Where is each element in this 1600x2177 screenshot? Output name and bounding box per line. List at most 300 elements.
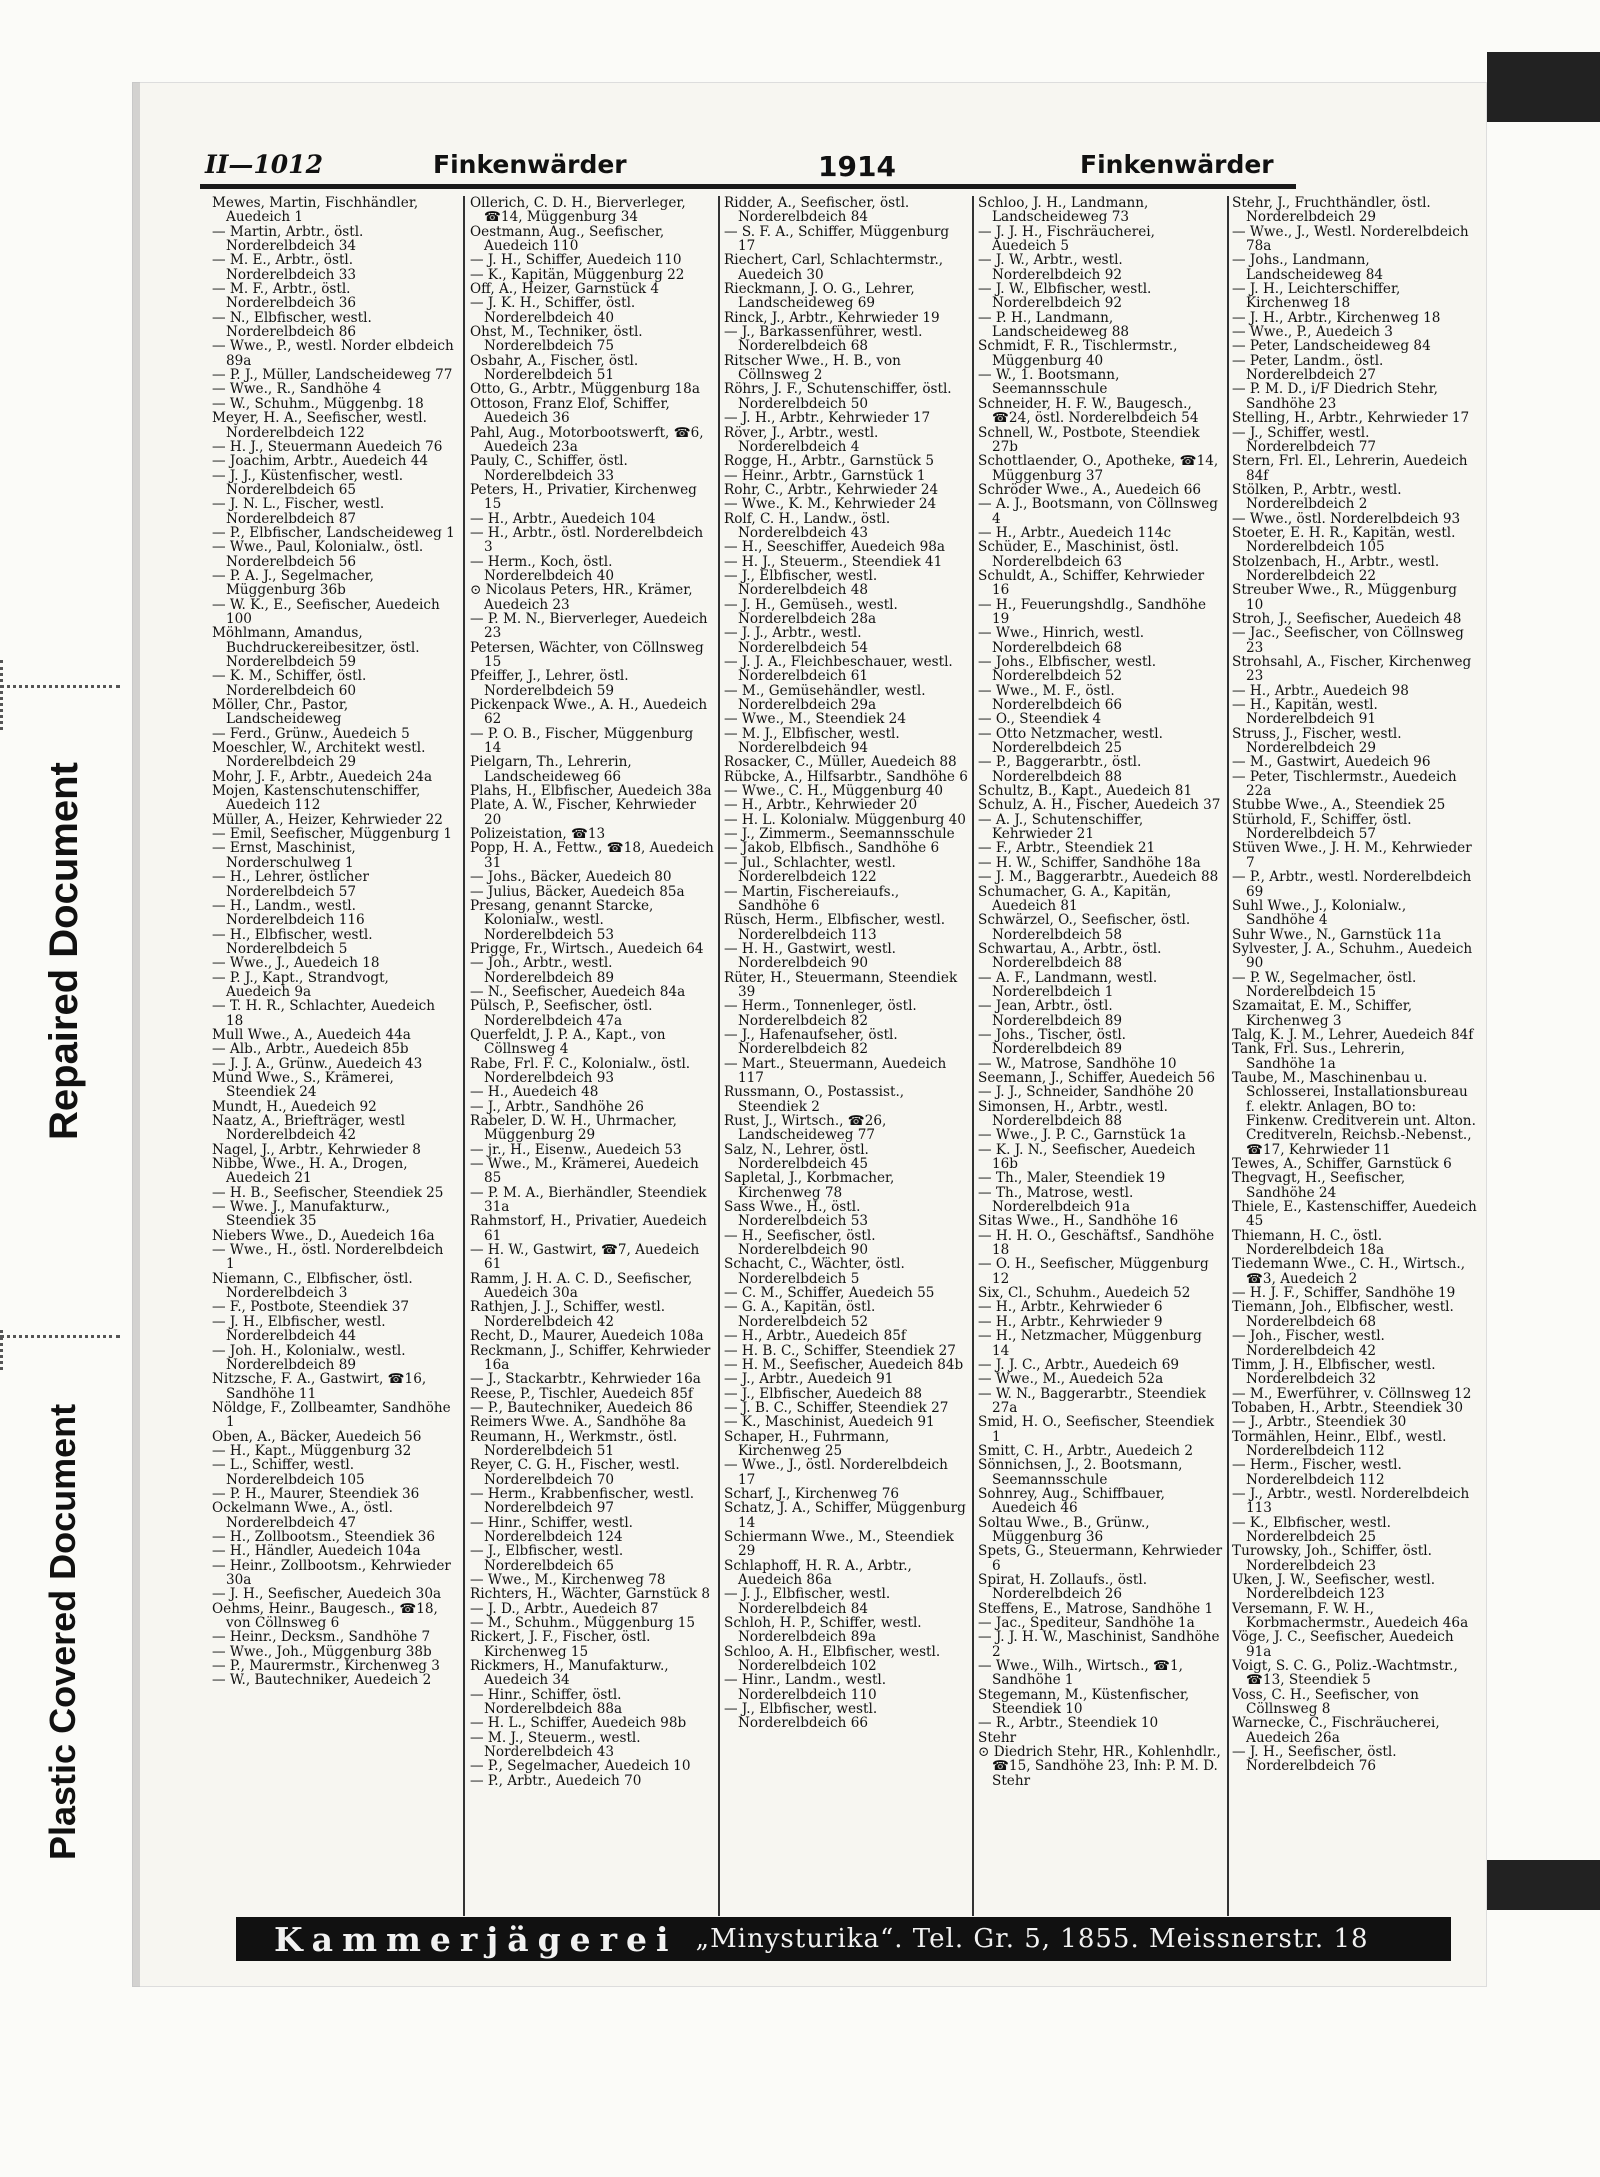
directory-entry: — Johs., Elbfischer, westl. Norderelbdeich 52: [978, 654, 1157, 685]
directory-entry: — Th., Maler, Steendiek 19: [978, 1170, 1166, 1187]
directory-entry: — J., Barkassenführer, westl. Norderelbdeich 68: [724, 324, 923, 355]
directory-entry: Ritscher Wwe., H. B., von Cöllnsweg 2: [724, 352, 901, 384]
directory-entry: Reckmann, J., Schiffer, Kehrwieder 16a: [470, 1342, 711, 1373]
directory-entry: — K., Kapitän, Müggenburg 22: [470, 266, 685, 283]
dotted-divider: [0, 660, 3, 730]
directory-entry: Stubbe Wwe., A., Steendiek 25: [1232, 797, 1446, 814]
directory-entry: Möller, Chr., Pastor, Landscheideweg: [212, 697, 349, 728]
directory-entry: — J. J. A., Fleichbeschauer, westl. Norderelbdeich 61: [724, 654, 953, 685]
directory-entry: — N., Seefischer, Auedeich 84a: [470, 983, 686, 1000]
directory-entry: Stölken, P., Arbtr., westl. Norderelbdeich 2: [1232, 481, 1402, 513]
directory-entry: Schmidt, F. R., Tischlermstr., Müggenburg 40: [978, 338, 1178, 369]
directory-entry: — Martin, Arbtr., östl. Norderelbdeich 34: [212, 223, 364, 255]
directory-entry: — Wwe., M., Kirchenweg 78: [470, 1572, 666, 1588]
directory-entry: — J. J., Küstenfischer, westl. Norderelbdeich 65: [212, 467, 404, 498]
directory-entry: — Ernst, Maschinist, Norderschulweg 1: [212, 840, 356, 871]
directory-entry: Pfeiffer, J., Lehrer, östl. Norderelbdeich 59: [470, 668, 629, 699]
directory-entry: — Peter, Landm., östl. Norderelbdeich 27: [1232, 352, 1384, 384]
directory-entry: Röhrs, J. F., Schutenschiffer, östl. Norderelbdeich 50: [724, 381, 952, 412]
directory-entry: Mull Wwe., A., Auedeich 44a: [212, 1026, 411, 1043]
directory-entry: — H. H., Gastwirt, westl. Norderelbdeich 90: [724, 940, 897, 972]
directory-column-4: [978, 196, 1223, 1911]
directory-entry: — A. J., Bootsmann, von Cöllnsweg 4: [978, 496, 1219, 527]
directory-entry: Reyer, C. G. H., Fischer, westl. Norderelbdeich 70: [470, 1457, 680, 1488]
directory-entry: Voigt, S. C. G., Poliz.-Wachtmstr., ☎13, Steendiek 5: [1232, 1658, 1458, 1689]
directory-entry: Szamaitat, E. M., Schiffer, Kirchenweg 3: [1232, 998, 1413, 1029]
directory-entry: Popp, H. A., Fettw., ☎18, Auedeich 31: [470, 840, 714, 871]
directory-entry: — Jac., Seefischer, von Cöllnsweg 23: [1232, 625, 1464, 656]
directory-entry: — R., Arbtr., Steendiek 10: [978, 1715, 1159, 1732]
directory-entry: Mewes, Martin, Fischhändler, Auedeich 1: [212, 196, 419, 226]
directory-entry: — Martin, Fischereiaufs., Sandhöhe 6: [724, 883, 900, 914]
directory-entry: — H., Feuerungshdlg., Sandhöhe 19: [978, 596, 1207, 627]
directory-entry: Tiemann, Joh., Elbfischer, westl. Norderelbdeich 68: [1232, 1299, 1454, 1330]
directory-entry: Off, A., Heizer, Garnstück 4: [470, 281, 660, 298]
directory-entry: — H., Arbtr., östl. Norderelbdeich 3: [470, 524, 704, 556]
directory-entry: — H. B., Seefischer, Steendiek 25: [212, 1184, 444, 1201]
directory-entry: — Jac., Spediteur, Sandhöhe 1a: [978, 1615, 1195, 1632]
directory-entry: Stürhold, F., Schiffer, östl. Norderelbdeich 57: [1232, 811, 1412, 843]
directory-entry: — Julius, Bäcker, Auedeich 85a: [470, 883, 685, 900]
directory-entry: Struss, J., Fischer, westl. Norderelbdeich 29: [1232, 725, 1402, 757]
directory-entry: Uken, J. W., Seefischer, westl. Norderelbdeich 123: [1232, 1572, 1436, 1603]
directory-entry: — Johs., Landmann, Landscheideweg 84: [1232, 252, 1384, 283]
directory-entry: — Jakob, Elbfisch., Sandhöhe 6: [724, 840, 940, 857]
directory-entry: Ottoson, Franz Elof, Schiffer, Auedeich 36: [470, 395, 670, 427]
directory-entry: — H., Seefischer, östl. Norderelbdeich 90: [724, 1227, 876, 1259]
directory-entry: Thegvagt, H., Seefischer, Sandhöhe 24: [1232, 1170, 1406, 1201]
directory-entry: — Herm., Fischer, westl. Norderelbdeich 112: [1232, 1457, 1402, 1488]
directory-entry: — F., Arbtr., Steendiek 21: [978, 840, 1156, 857]
directory-entry: — P., Baggerarbtr., östl. Norderelbdeich 88: [978, 754, 1142, 785]
directory-entry: Rogge, H., Arbtr., Garnstück 5: [724, 453, 935, 470]
directory-entry: Meyer, H. A., Seefischer, westl. Norderelbdeich 122: [212, 410, 427, 441]
directory-entry: Oehms, Heinr., Baugesch., ☎18, von Cöllnsweg 6: [212, 1600, 438, 1632]
directory-entry: Tank, Frl. Sus., Lehrerin, Sandhöhe 1a: [1232, 1041, 1405, 1072]
directory-entry: Querfeldt, J. P. A., Kapt., von Cöllnsweg 4: [470, 1026, 666, 1058]
directory-entry: Recht, D., Maurer, Auedeich 108a: [470, 1328, 704, 1345]
directory-entry: — H., Zollbootsm., Steendiek 36: [212, 1528, 435, 1545]
directory-entry: Warnecke, C., Fischräucherei, Auedeich 26a: [1232, 1715, 1440, 1746]
directory-entry: — P. J., Kapt., Strandvogt, Auedeich 9a: [212, 969, 389, 1000]
directory-entry: — J. J. H., Fischräucherei, Auedeich 5: [978, 223, 1155, 255]
directory-entry: Simonsen, H., Arbtr., westl. Norderelbdeich 88: [978, 1098, 1168, 1129]
directory-entry: — P. O. B., Fischer, Müggenburg 14: [470, 725, 694, 757]
directory-entry: — H. J. F., Schiffer, Sandhöhe 19: [1232, 1285, 1456, 1302]
directory-entry: — Wwe., J., Auedeich 18: [212, 955, 380, 972]
directory-entry: Niebers Wwe., D., Auedeich 16a: [212, 1227, 435, 1244]
directory-entry: ⊙ Diedrich Stehr, HR., Kohlenhdlr., ☎15, Sandhöhe 23, Inh: P. M. D. Stehr: [978, 1744, 1221, 1789]
directory-entry: — M. J., Elbfischer, westl. Norderelbdeich 94: [724, 725, 900, 757]
directory-entry: — J. J., Elbfischer, westl. Norderelbdeich 84: [724, 1586, 891, 1617]
directory-entry: Schulz, A. H., Fischer, Auedeich 37: [978, 797, 1221, 814]
ad-details: „Minysturika“. Tel. Gr. 5, 1855. Meissnerstr. 18: [695, 1924, 1369, 1954]
side-label-plastic: Plastic Covered Document: [42, 1403, 83, 1860]
page-number: II—1012: [205, 150, 323, 179]
directory-entry: Nitzsche, F. A., Gastwirt, ☎16, Sandhöhe 11: [212, 1371, 427, 1402]
directory-entry: — P., Bautechniker, Auedeich 86: [470, 1399, 693, 1416]
directory-entry: Steffens, E., Matrose, Sandhöhe 1: [978, 1600, 1214, 1617]
directory-entry: Schneider, H. F. W., Baugesch., ☎24, östl. Norderelbdeich 54: [978, 395, 1199, 427]
directory-entry: Mohr, J. F., Arbtr., Auedeich 24a: [212, 768, 433, 785]
directory-entry: Schatz, J. A., Schiffer, Müggenburg 14: [724, 1500, 966, 1531]
directory-entry: Rahmstorf, H., Privatier, Auedeich 61: [470, 1213, 707, 1244]
directory-entry: Timm, J. H., Elbfischer, westl. Norderelbdeich 32: [1232, 1356, 1436, 1388]
directory-entry: Stegemann, M., Küstenfischer, Steendiek 10: [978, 1686, 1190, 1718]
directory-entry: — J. J., Arbtr., westl. Norderelbdeich 54: [724, 625, 868, 656]
directory-entry: — H., Arbtr., Auedeich 98: [1232, 682, 1409, 699]
directory-entry: — J. H., Arbtr., Kehrwieder 17: [724, 410, 931, 427]
directory-entry: — Wwe., J., Westl. Norderelbdeich 78a: [1232, 223, 1469, 255]
directory-entry: Sapletal, J., Korbmacher, Kirchenweg 78: [724, 1170, 895, 1201]
directory-entry: Schlaphoff, H. R. A., Arbtr., Auedeich 86a: [724, 1557, 912, 1588]
directory-entry: — Wwe., H., östl. Norderelbdeich 1: [212, 1242, 444, 1273]
directory-entry: — H., Arbtr., Auedeich 104: [470, 510, 656, 527]
directory-entry: — P. M. N., Bierverleger, Auedeich 23: [470, 610, 708, 642]
directory-entry: Peters, H., Privatier, Kirchenweg 15: [470, 481, 697, 513]
directory-entry: — Wwe., C. H., Müggenburg 40: [724, 783, 944, 800]
directory-entry: — Wwe., R., Sandhöhe 4: [212, 381, 382, 398]
directory-entry: Müller, A., Heizer, Kehrwieder 22: [212, 811, 443, 828]
directory-entry: — M. F., Arbtr., östl. Norderelbdeich 36: [212, 281, 356, 312]
directory-entry: Schottlaender, O., Apotheke, ☎14, Müggenburg 37: [978, 453, 1219, 484]
directory-entry: — K. J. N., Seefischer, Auedeich 16b: [978, 1141, 1196, 1173]
directory-entry: Schloh, H. P., Schiffer, westl. Norderelbdeich 89a: [724, 1615, 922, 1646]
directory-entry: — N., Elbfischer, westl. Norderelbdeich 86: [212, 309, 372, 341]
directory-entry: Richters, H., Wächter, Garnstück 8: [470, 1586, 711, 1603]
directory-entry: Pickenpack Wwe., A. H., Auedeich 62: [470, 697, 708, 728]
directory-entry: Stern, Frl. El., Lehrerin, Auedeich 84f: [1232, 453, 1468, 484]
directory-entry: Ohst, M., Techniker, östl. Norderelbdeich 75: [470, 324, 643, 355]
directory-entry: Rickert, J. F., Fischer, östl. Kirchenweg 15: [470, 1629, 651, 1660]
directory-entry: Salz, N., Lehrer, östl. Norderelbdeich 45: [724, 1141, 869, 1173]
directory-entry: Tewes, A., Schiffer, Garnstück 6: [1232, 1156, 1452, 1173]
directory-column-1: [212, 196, 456, 1911]
directory-entry: Pülsch, P., Seefischer, östl. Norderelbdeich 47a: [470, 998, 653, 1029]
directory-entry: — Jean, Arbtr., östl. Norderelbdeich 89: [978, 998, 1122, 1029]
directory-entry: Rathjen, J. J., Schiffer, westl. Norderelbdeich 42: [470, 1299, 666, 1330]
directory-entry: Rüsch, Herm., Elbfischer, westl. Norderelbdeich 113: [724, 912, 946, 943]
directory-entry: — Herm., Tonnenleger, östl. Norderelbdeich 82: [724, 998, 917, 1029]
directory-entry: — Wwe., Paul, Kolonialw., östl. Norderelbdeich 56: [212, 539, 424, 570]
directory-entry: Stehr: [978, 1729, 1017, 1746]
directory-entry: Rabe, Frl. F. C., Kolonialw., östl. Norderelbdeich 93: [470, 1055, 691, 1086]
directory-entry: — J. H., Elbfischer, westl. Norderelbdeich 44: [212, 1313, 386, 1345]
directory-entry: Sitas Wwe., H., Sandhöhe 16: [978, 1213, 1179, 1230]
directory-entry: ⊙ Nicolaus Peters, HR., Krämer, Auedeich 23: [470, 582, 693, 613]
directory-entry: — Wwe., M., Auedeich 52a: [978, 1371, 1164, 1388]
directory-entry: — Jul., Schlachter, westl. Norderelbdeich 122: [724, 854, 896, 886]
directory-column-5: [1232, 196, 1477, 1911]
directory-entry: — Wwe., P., Auedeich 3: [1232, 324, 1393, 341]
directory-entry: Tiedemann Wwe., C. H., Wirtsch., ☎3, Auedeich 2: [1232, 1256, 1466, 1287]
directory-entry: — Hinr., Landm., westl. Norderelbdeich 110: [724, 1672, 887, 1703]
directory-entry: Tobaben, H., Arbtr., Steendiek 30: [1232, 1399, 1463, 1416]
directory-entry: Thiele, E., Kastenschiffer, Auedeich 45: [1232, 1199, 1477, 1230]
directory-entry: — H. L., Schiffer, Auedeich 98b: [470, 1715, 687, 1732]
directory-entry: — Wwe., J., östl. Norderelbdeich 17: [724, 1457, 948, 1488]
directory-entry: Moeschler, W., Architekt westl. Norderelbdeich 29: [212, 740, 426, 771]
directory-entry: — H., Arbtr., Kehrwieder 6: [978, 1299, 1163, 1316]
directory-entry: — J. N. L., Fischer, westl. Norderelbdeich 87: [212, 496, 385, 527]
directory-entry: Naatz, A., Briefträger, westl Norderelbdeich 42: [212, 1113, 405, 1144]
directory-entry: — J. H., Schiffer, Auedeich 110: [470, 252, 682, 269]
directory-column-3: [724, 196, 968, 1911]
directory-entry: — J., Arbtr., Auedeich 91: [724, 1371, 894, 1388]
directory-entry: — Hinr., Schiffer, östl. Norderelbdeich 88a: [470, 1686, 623, 1718]
footer-advertisement: [236, 1917, 1451, 1961]
corner-mark-bottom-right: [1487, 1860, 1600, 1910]
directory-entry: Polizeistation, ☎13: [470, 826, 606, 843]
directory-entry: — J., Hafenaufseher, östl. Norderelbdeich 82: [724, 1026, 898, 1058]
directory-entry: Oben, A., Bäcker, Auedeich 56: [212, 1428, 422, 1445]
directory-entry: — Wwe., K. M., Kehrwieder 24: [724, 496, 937, 513]
directory-entry: — H., Kapitän, westl. Norderelbdeich 91: [1232, 697, 1378, 728]
directory-entry: — J., Zimmerm., Seemannsschule: [724, 826, 955, 843]
directory-entry: — P. H., Landmann, Landscheideweg 88: [978, 309, 1130, 341]
directory-entry: Ramm, J. H. A. C. D., Seefischer, Auedeich 30a: [470, 1270, 693, 1302]
directory-entry: — H., Kapt., Müggenburg 32: [212, 1442, 412, 1459]
directory-entry: — Peter, Landscheideweg 84: [1232, 338, 1431, 355]
directory-entry: Schuldt, A., Schiffer, Kehrwieder 16: [978, 567, 1205, 599]
directory-entry: Schüder, E., Maschinist, östl. Norderelbdeich 63: [978, 539, 1179, 570]
directory-entry: Möhlmann, Amandus, Buchdruckereibesitzer, östl. Norderelbdeich 59: [212, 625, 420, 670]
directory-entry: — Joh., Arbtr., westl. Norderelbdeich 89: [470, 955, 614, 986]
directory-entry: Riechert, Carl, Schlachtermstr., Auedeich 30: [724, 252, 944, 283]
directory-entry: Schacht, C., Wächter, östl. Norderelbdeich 5: [724, 1256, 905, 1287]
directory-entry: Stolzenbach, H., Arbtr., westl. Norderelbdeich 22: [1232, 553, 1440, 584]
directory-entry: Plahs, H., Elbfischer, Auedeich 38a: [470, 783, 712, 800]
directory-entry: — L., Schiffer, westl. Norderelbdeich 105: [212, 1457, 365, 1488]
directory-entry: — J. H., Leichterschiffer, Kirchenweg 18: [1232, 281, 1401, 312]
directory-entry: Schloo, A. H., Elbfischer, westl. Norderelbdeich 102: [724, 1643, 941, 1675]
directory-entry: — jr., H., Eisenw., Auedeich 53: [470, 1141, 682, 1158]
directory-entry: — M. E., Arbtr., östl. Norderelbdeich 33: [212, 252, 356, 283]
directory-entry: — Peter, Tischlermstr., Auedeich 22a: [1232, 768, 1457, 800]
directory-entry: — P. H., Maurer, Steendiek 36: [212, 1485, 420, 1502]
directory-entry: Schloo, J. H., Landmann, Landscheideweg 73: [978, 196, 1149, 226]
directory-entry: Schaper, H., Fuhrmann, Kirchenweg 25: [724, 1428, 890, 1459]
directory-entry: — J. J. C., Arbtr., Auedeich 69: [978, 1356, 1180, 1373]
directory-entry: Nibbe, Wwe., H. A., Drogen, Auedeich 21: [212, 1156, 408, 1187]
directory-entry: — M., Gemüsehändler, westl. Norderelbdeich 29a: [724, 682, 926, 714]
directory-entry: Pielgarn, Th., Lehrerin, Landscheideweg 66: [470, 754, 632, 785]
directory-entry: Spirat, H. Zollaufs., östl. Norderelbdeich 26: [978, 1572, 1148, 1603]
directory-entry: — K., Maschinist, Auedeich 91: [724, 1414, 935, 1431]
side-label-repaired: Repaired Document: [42, 762, 86, 1140]
directory-entry: Rohr, C., Arbtr., Kehrwieder 24: [724, 481, 939, 498]
directory-entry: — O., Steendiek 4: [978, 711, 1102, 728]
directory-entry: Russmann, O., Postassist., Steendiek 2: [724, 1084, 905, 1115]
directory-entry: Seemann, J., Schiffer, Auedeich 56: [978, 1069, 1215, 1086]
directory-entry: — H. W., Schiffer, Sandhöhe 18a: [978, 854, 1201, 871]
directory-entry: — W., Bautechniker, Auedeich 2: [212, 1672, 432, 1689]
directory-entry: Schiermann Wwe., M., Steendiek 29: [724, 1528, 954, 1560]
directory-entry: — H. H. O., Geschäftsf., Sandhöhe 18: [978, 1227, 1215, 1259]
directory-entry: — J. K. H., Schiffer, östl. Norderelbdeich 40: [470, 295, 636, 326]
directory-entry: — Wwe., östl. Norderelbdeich 93: [1232, 510, 1461, 527]
directory-entry: Prigge, Fr., Wirtsch., Auedeich 64: [470, 940, 704, 957]
directory-entry: Reese, P., Tischler, Auedeich 85f: [470, 1385, 693, 1402]
directory-entry: — J., Arbtr., westl. Norderelbdeich 113: [1232, 1485, 1470, 1517]
directory-entry: — J., Elbfischer, Auedeich 88: [724, 1385, 923, 1402]
directory-entry: — P., Segelmacher, Auedeich 10: [470, 1758, 691, 1775]
directory-entry: — H., Landm., westl. Norderelbdeich 116: [212, 897, 365, 929]
directory-entry: Sohnrey, Aug., Schiffbauer, Auedeich 46: [978, 1485, 1165, 1517]
directory-entry: Stehr, J., Fruchthändler, östl. Norderelbdeich 29: [1232, 196, 1431, 226]
directory-entry: Rickmers, H., Manufakturw., Auedeich 34: [470, 1658, 669, 1689]
directory-entry: Rust, J., Wirtsch., ☎26, Landscheideweg 77: [724, 1113, 887, 1144]
directory-entry: Rabeler, D. W. H., Uhrmacher, Müggenburg 29: [470, 1113, 677, 1144]
directory-entry: — Ferd., Grünw., Auedeich 5: [212, 725, 410, 742]
directory-entry: Mundt, H., Auedeich 92: [212, 1098, 377, 1115]
directory-entry: Öllerich, C. D. H., Bierverleger, ☎14, Müggenburg 34: [470, 196, 686, 226]
directory-entry: Rieckmann, J. O. G., Lehrer, Landscheideweg 69: [724, 281, 915, 312]
directory-entry: — Wwe., Hinrich, westl. Norderelbdeich 68: [978, 625, 1145, 656]
directory-entry: Oestmann, Aug., Seefischer, Auedeich 110: [470, 223, 665, 255]
directory-entry: — J. M., Baggerarbtr., Auedeich 88: [978, 869, 1219, 886]
directory-entry: Tormählen, Heinr., Elbf., westl. Norderelbdeich 112: [1232, 1428, 1447, 1459]
directory-entry: — M., Ewerführer, v. Cöllnsweg 12: [1232, 1385, 1472, 1402]
column-divider: [463, 196, 465, 1916]
directory-entry: — H., Auedeich 48: [470, 1084, 599, 1101]
directory-entry: — Emil, Seefischer, Müggenburg 1: [212, 826, 453, 843]
directory-entry: — Wwe., M., Krämerei, Auedeich 85: [470, 1156, 699, 1187]
directory-entry: — J., Schiffer, westl. Norderelbdeich 77: [1232, 424, 1376, 455]
directory-entry: Versemann, F. W. H., Korbmachermstr., Auedeich 46a: [1232, 1600, 1469, 1632]
directory-entry: Rolf, C. H., Landw., östl. Norderelbdeich 43: [724, 510, 891, 541]
directory-entry: — Heinr., Arbtr., Garnstück 1: [724, 467, 926, 484]
directory-entry: — Hinr., Schiffer, westl. Norderelbdeich 124: [470, 1514, 634, 1545]
directory-entry: Spets, G., Steuermann, Kehrwieder 6: [978, 1543, 1223, 1574]
directory-entry: — J. D., Arbtr., Auedeich 87: [470, 1600, 659, 1617]
directory-entry: — G. A., Kapitän, östl. Norderelbdeich 52: [724, 1299, 876, 1330]
directory-entry: — Joh. H., Kolonialw., westl. Norderelbdeich 89: [212, 1342, 406, 1373]
directory-entry: Niemann, C., Elbfischer, östl. Norderelbdeich 3: [212, 1270, 413, 1302]
directory-entry: — Wwe., Wilh., Wirtsch., ☎1, Sandhöhe 1: [978, 1658, 1183, 1689]
directory-entry: Rinck, J., Arbtr., Kehrwieder 19: [724, 309, 940, 326]
directory-entry: Stroh, J., Seefischer, Auedeich 48: [1232, 610, 1462, 627]
directory-entry: — J. W., Arbtr., westl. Norderelbdeich 92: [978, 252, 1123, 283]
directory-entry: Suhr Wwe., N., Garnstück 11a: [1232, 926, 1442, 943]
directory-entry: — P., Arbtr., Auedeich 70: [470, 1772, 642, 1789]
directory-entry: Turowsky, Joh., Schiffer, östl. Norderelbdeich 23: [1232, 1543, 1432, 1574]
directory-entry: — A. F., Landmann, westl. Norderelbdeich 1: [978, 969, 1158, 1000]
directory-entry: — J. B. C., Schiffer, Steendiek 27: [724, 1399, 949, 1416]
directory-entry: — J., Elbfischer, westl. Norderelbdeich 48: [724, 567, 878, 599]
directory-entry: Vöge, J. C., Seefischer, Auedeich 91a: [1232, 1629, 1454, 1660]
directory-entry: — J., Arbtr., Sandhöhe 26: [470, 1098, 644, 1115]
directory-entry: — Herm., Koch, östl. Norderelbdeich 40: [470, 553, 614, 584]
directory-entry: — J. H., Seefischer, Auedeich 30a: [212, 1586, 442, 1603]
directory-entry: — S. F. A., Schiffer, Müggenburg 17: [724, 223, 950, 255]
directory-entry: — P. A. J., Segelmacher, Müggenburg 36b: [212, 567, 374, 599]
directory-entry: Rosacker, C., Müller, Auedeich 88: [724, 754, 957, 771]
directory-entry: — J. H., Gemüseh., westl. Norderelbdeich 28a: [724, 596, 898, 627]
header-title-left: Finkenwärder: [433, 150, 627, 179]
directory-entry: — W., Schuhm., Müggenbg. 18: [212, 395, 424, 412]
header-year: 1914: [818, 150, 896, 183]
column-divider: [718, 196, 720, 1916]
directory-entry: — Wwe., Joh., Müggenburg 38b: [212, 1643, 432, 1660]
directory-entry: — Heinr., Decksm., Sandhöhe 7: [212, 1629, 431, 1646]
directory-entry: Pahl, Aug., Motorbootswerft, ☎6, Auedeich 23a: [470, 424, 704, 455]
directory-entry: — Joh., Fischer, westl. Norderelbdeich 42: [1232, 1328, 1385, 1359]
directory-entry: — H., Elbfischer, westl. Norderelbdeich 5: [212, 926, 373, 957]
directory-entry: — H., Arbtr., Kehrwieder 20: [724, 797, 918, 814]
directory-entry: — Johs., Bäcker, Auedeich 80: [470, 869, 672, 886]
directory-entry: Streuber Wwe., R., Müggenburg 10: [1232, 582, 1457, 613]
directory-entry: — Alb., Arbtr., Auedeich 85b: [212, 1041, 409, 1058]
directory-entry: — P., Maurermstr., Kirchenweg 3: [212, 1658, 440, 1675]
directory-entry: Röver, J., Arbtr., westl. Norderelbdeich 4: [724, 424, 879, 455]
directory-entry: Soltau Wwe., B., Grünw., Müggenburg 36: [978, 1514, 1150, 1545]
directory-entry: Sylvester, J. A., Schuhm., Auedeich 90: [1232, 940, 1473, 972]
directory-entry: Ridder, A., Seefischer, östl. Norderelbdeich 84: [724, 196, 910, 226]
directory-entry: — H., Lehrer, östlicher Norderelbdeich 57: [212, 869, 369, 900]
directory-entry: — M., Schuhm., Müggenburg 15: [470, 1615, 695, 1632]
directory-entry: Reimers Wwe. A., Sandhöhe 8a: [470, 1414, 687, 1431]
directory-entry: — K. M., Schiffer, östl. Norderelbdeich 60: [212, 668, 367, 699]
directory-entry: — T. H. R., Schlachter, Auedeich 18: [212, 998, 436, 1029]
directory-entry: — P., Arbtr., westl. Norderelbdeich 69: [1232, 869, 1472, 900]
directory-entry: — M., Gastwirt, Auedeich 96: [1232, 754, 1431, 771]
directory-entry: — C. M., Schiffer, Auedeich 55: [724, 1285, 935, 1302]
directory-entry: — P., Elbfischer, Landscheideweg 1: [212, 524, 455, 541]
directory-entry: — F., Postbote, Steendiek 37: [212, 1299, 410, 1316]
directory-entry: Stoeter, E. H. R., Kapitän, westl. Norderelbdeich 105: [1232, 524, 1456, 556]
directory-entry: Mojen, Kastenschutenschiffer, Auedeich 112: [212, 783, 421, 814]
column-divider: [972, 196, 974, 1916]
directory-entry: — J. J., Schneider, Sandhöhe 20: [978, 1084, 1194, 1101]
corner-mark-top-right: [1487, 52, 1600, 122]
directory-entry: — Mart., Steuermann, Auedeich 117: [724, 1055, 947, 1086]
directory-entry: Otto, G., Arbtr., Müggenburg 18a: [470, 381, 700, 398]
directory-entry: — H. B. C., Schiffer, Steendiek 27: [724, 1342, 956, 1359]
directory-entry: — H. L. Kolonialw. Müggenburg 40: [724, 811, 966, 828]
directory-entry: Presang, genannt Starcke, Kolonialw., westl. Norderelbdeich 53: [470, 897, 654, 943]
directory-entry: Ockelmann Wwe., A., östl. Norderelbdeich 47: [212, 1500, 393, 1531]
directory-entry: Smid, H. O., Seefischer, Steendiek 1: [978, 1414, 1215, 1445]
directory-entry: Schumacher, G. A., Kapitän, Auedeich 81: [978, 883, 1172, 914]
directory-entry: — H., Netzmacher, Müggenburg 14: [978, 1328, 1202, 1359]
directory-entry: Petersen, Wächter, von Cöllnsweg 15: [470, 639, 704, 670]
directory-entry: — Wwe., P., westl. Norder elbdeich 89a: [212, 338, 454, 369]
dotted-divider-horizontal: [0, 685, 120, 688]
directory-entry: — H., Arbtr., Kehrwieder 9: [978, 1313, 1163, 1330]
directory-entry: Suhl Wwe., J., Kolonialw., Sandhöhe 4: [1232, 897, 1407, 929]
directory-entry: — W., 1. Bootsmann, Seemannsschule: [978, 367, 1120, 398]
directory-entry: Scharf, J., Kirchenweg 76: [724, 1485, 899, 1502]
directory-entry: — Wwe., J. P. C., Garnstück 1a: [978, 1127, 1186, 1144]
directory-entry: — J., Arbtr., Steendiek 30: [1232, 1414, 1407, 1431]
directory-entry: — H. W., Gastwirt, ☎7, Auedeich 61: [470, 1242, 700, 1273]
directory-entry: — H. J., Steuerm., Steendiek 41: [724, 553, 943, 570]
directory-entry: Sass Wwe., H., östl. Norderelbdeich 53: [724, 1199, 868, 1230]
directory-entry: Reumann, H., Werkmstr., östl. Norderelbdeich 51: [470, 1428, 678, 1459]
directory-entry: — J. H., Seefischer, östl. Norderelbdeich 76: [1232, 1744, 1397, 1775]
directory-entry: — H. M., Seefischer, Auedeich 84b: [724, 1356, 964, 1373]
directory-entry: — H. J., Steuermann Auedeich 76: [212, 438, 443, 455]
directory-entry: Stelling, H., Arbtr., Kehrwieder 17: [1232, 410, 1470, 427]
directory-entry: — H., Arbtr., Auedeich 85f: [724, 1328, 906, 1345]
directory-entry: — J. H., Arbtr., Kirchenweg 18: [1232, 309, 1441, 326]
directory-entry: — Herm., Krabbenfischer, westl. Norderelbdeich 97: [470, 1485, 695, 1517]
directory-entry: Strohsahl, A., Fischer, Kirchenweg 23: [1232, 654, 1472, 685]
directory-entry: — Wwe., M., Steendiek 24: [724, 711, 906, 728]
directory-entry: Nagel, J., Arbtr., Kehrwieder 8: [212, 1141, 421, 1158]
directory-entry: Schultz, B., Kapt., Auedeich 81: [978, 783, 1193, 800]
